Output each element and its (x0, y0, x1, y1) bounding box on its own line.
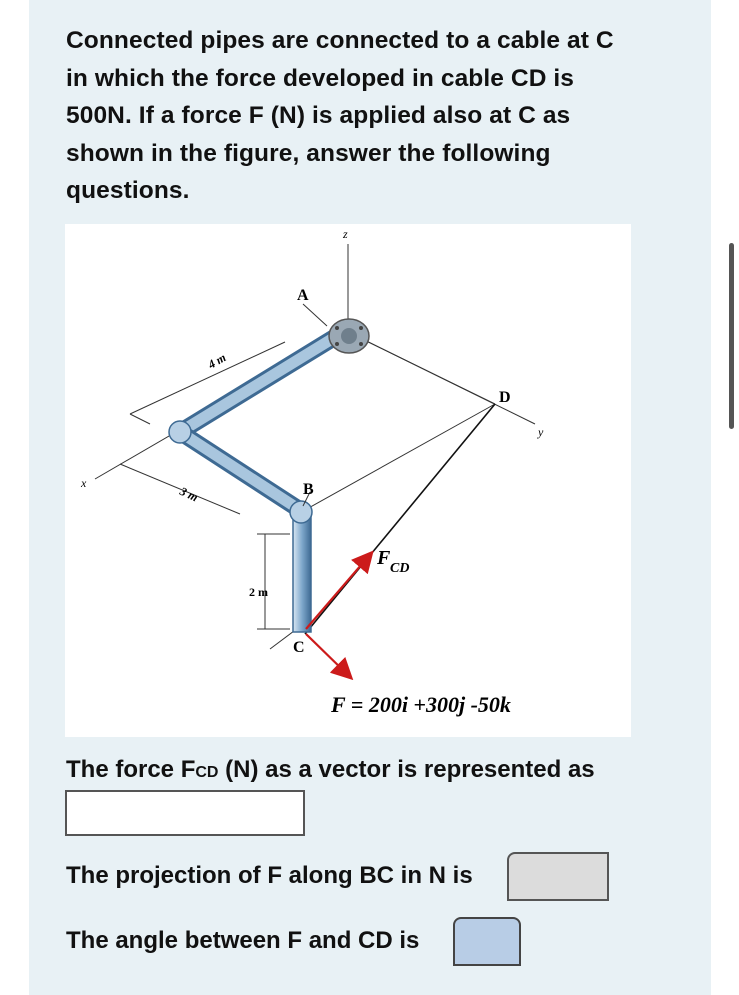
answer-box-fcd-vector[interactable] (65, 790, 305, 836)
question-text (66, 22, 676, 210)
question-line: shown in the figure, answer the following (66, 139, 551, 167)
dimension-3m: 3 m (177, 484, 201, 505)
f-arrow (306, 634, 347, 674)
dimension-2m: 2 m (249, 585, 268, 599)
vertical-pipe (293, 514, 311, 632)
question-line: Connected pipes are connected to a cable at C (66, 27, 614, 54)
dimension-4m: 4 m (205, 350, 229, 372)
question-line: questions. (66, 177, 190, 204)
y-label: y (538, 425, 544, 439)
pipe-figure (65, 224, 631, 737)
fcd-label-subscript: CD (390, 561, 410, 576)
x-label: x (81, 476, 87, 490)
fcd-label: F (377, 547, 391, 569)
prompt-angle: The angle between F and CD is (66, 927, 420, 954)
prompt-fcd-vector (66, 756, 595, 784)
cable-cd (305, 404, 495, 634)
pipe-diagram (65, 224, 631, 737)
point-a-label: A (297, 287, 309, 304)
question-line: 500N. If a force F (N) is applied also at C as (66, 102, 571, 129)
point-b-label: B (303, 481, 314, 498)
answer-box-projection[interactable] (507, 852, 609, 901)
prompt-fcd-subscript: CD (195, 764, 219, 781)
scrollbar-thumb[interactable] (729, 243, 734, 429)
point-c-label: C (293, 639, 305, 656)
answer-box-angle[interactable] (453, 917, 521, 966)
point-d-label: D (499, 389, 511, 406)
question-line: in which the force developed in cable CD is (66, 64, 575, 92)
prompt-fcd-vector-text: The force F (66, 756, 196, 783)
force-equation: F = 200i +300j -50k (331, 692, 511, 717)
z-label: z (343, 227, 348, 241)
fcd-arrow (306, 557, 368, 629)
prompt-projection: The projection of F along BC in N is (66, 862, 473, 889)
prompt-fcd-vector-text-end: (N) as a vector is represented as (218, 756, 595, 783)
